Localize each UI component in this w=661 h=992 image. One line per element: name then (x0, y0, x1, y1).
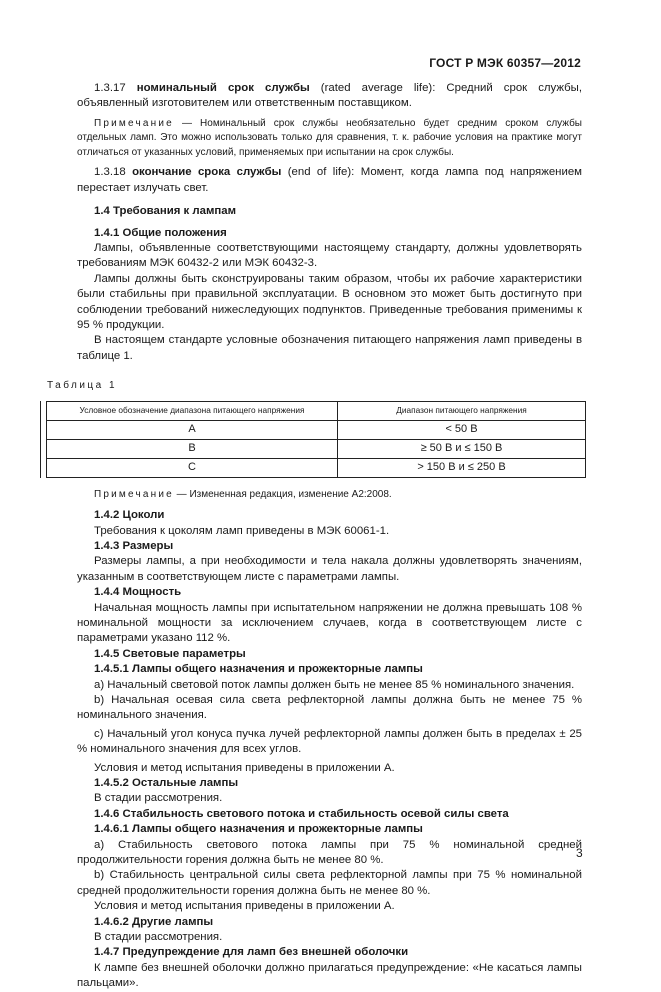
heading-1-4-5-2: 1.4.5.2 Остальные лампы (94, 777, 239, 789)
change-bar (40, 401, 47, 478)
heading-1-4-6-1: 1.4.6.1 Лампы общего назначения и прожекторные лампы (94, 823, 423, 836)
paragraph: В настоящем стандарте условные обозначения питающего напряжения ламп приведены в таблице 1. (77, 334, 582, 362)
standard-header: ГОСТ Р МЭК 60357—2012 (429, 56, 581, 70)
paragraph: В стадии рассмотрения. (94, 931, 223, 944)
paragraph: Размеры лампы, а при необходимости и тела накала должны удовлетворять значениям, указанным в соответствующем листе с параметрами лампы. (77, 555, 582, 583)
clause-text: (rated average life): Средний срок службы, объявленный изготовителем или ответственным поставщиком. (77, 82, 582, 110)
page-number: 3 (576, 846, 583, 860)
clause-text: (end of life): Момент, когда лампа под напряжением перестает излучать свет. (77, 166, 582, 194)
clause-term: номинальный срок службы (136, 82, 310, 94)
table-row (47, 458, 586, 477)
paragraph: Условия и метод испытания приведены в приложении А. (94, 761, 395, 774)
paragraph: a) Начальный световой поток лампы должен быть не менее 85 % номинального значения. (94, 678, 575, 691)
table-cell: C (47, 458, 338, 477)
clause-1-3-17 (77, 81, 582, 112)
heading-1-4-6-2: 1.4.6.2 Другие лампы (94, 915, 214, 928)
paragraph: b) Начальная осевая сила света рефлекторной лампы должна быть не менее 75 % номинального значения. (77, 693, 582, 722)
paragraph: Начальная мощность лампы при испытательном напряжении не должна превышать 108 % номинальной мощности за исключением случаев, когда в соответствующем листе с параметрами указано 112 %. (77, 601, 582, 645)
voltage-table (46, 401, 586, 478)
table-cell: A (47, 420, 338, 439)
heading-1-4-6: 1.4.6 Стабильность светового потока и стабильность осевой силы света (94, 807, 509, 820)
table-row (47, 439, 586, 458)
paragraph: c) Начальный угол конуса пучка лучей рефлекторной лампы должен быть в пределах ± 25 % номинального значения для всех углов. (77, 727, 582, 756)
paragraph: К лампе без внешней оболочки должно прилагаться предупреждение: «Не касаться лампы пальцами». (77, 961, 582, 990)
table-header-cell: Диапазон питающего напряжения (338, 401, 586, 420)
table-header-row (47, 401, 586, 420)
paragraph: a) Стабильность светового потока лампы при 75 % номинальной средней продолжительности горения должна быть не менее 80 %. (77, 838, 582, 867)
table-1 (40, 401, 586, 478)
note-2 (77, 488, 582, 503)
note-label: Примечание (94, 488, 174, 500)
note-text: — Измененная редакция, изменение А2:2008. (176, 488, 392, 500)
heading-1-4-5: 1.4.5 Световые параметры (94, 647, 246, 660)
table-header-cell: Условное обозначение диапазона питающего напряжения (47, 401, 338, 420)
note-1 (77, 117, 582, 161)
paragraph: Условия и метод испытания приведены в приложении А. (94, 900, 395, 913)
table-row (47, 420, 586, 439)
note-text: — Номинальный срок службы необязательно будет средним сроком службы отдельных ламп. Это можно использовать только для сравнения, т. к. рабочие условия на практике могут отличаться от указанных условий, применяемых при испытании на срок службы. (77, 117, 582, 158)
heading-1-4: 1.4 Требования к лампам (94, 205, 237, 218)
heading-1-4-3: 1.4.3 Размеры (94, 539, 174, 552)
table-cell: B (47, 439, 338, 458)
paragraph: Лампы, объявленные соответствующими настоящему стандарту, должны удовлетворять требованиям МЭК 60432-2 или МЭК 60432-3. (77, 241, 582, 270)
note-label: Примечание (94, 117, 174, 129)
paragraph: b) Стабильность центральной силы света рефлекторной лампы при 75 % номинальной средней продолжительности горения должна быть не менее 80 %. (77, 869, 582, 897)
heading-1-4-5-1: 1.4.5.1 Лампы общего назначения и прожекторные лампы (94, 663, 423, 676)
heading-1-4-4: 1.4.4 Мощность (94, 586, 182, 599)
clause-number: 1.3.17 (94, 82, 126, 94)
paragraph: В стадии рассмотрения. (94, 792, 223, 805)
heading-1-4-1: 1.4.1 Общие положения (94, 226, 227, 239)
clause-term: окончание срока службы (132, 166, 282, 179)
clause-1-3-18 (77, 165, 582, 196)
clause-number: 1.3.18 (94, 166, 126, 179)
paragraph: Требования к цоколям ламп приведены в МЭК 60061-1. (94, 524, 390, 537)
table-caption: Таблица 1 (47, 380, 118, 392)
heading-1-4-7: 1.4.7 Предупреждение для ламп без внешней оболочки (94, 946, 409, 959)
table-cell: > 150 В и ≤ 250 В (338, 458, 586, 477)
page-content (47, 81, 582, 992)
heading-1-4-2: 1.4.2 Цоколи (94, 509, 165, 522)
table-cell: ≥ 50 В и ≤ 150 В (338, 439, 586, 458)
table-cell: < 50 В (338, 420, 586, 439)
paragraph: Лампы должны быть сконструированы таким образом, чтобы их рабочие характеристики были стабильны при правильной эксплуатации. В основном это может быть достигнуто при соблюдении требований нижеследующих подпунктов. Приведенные требования применимы к 95 % продукции. (77, 272, 582, 331)
